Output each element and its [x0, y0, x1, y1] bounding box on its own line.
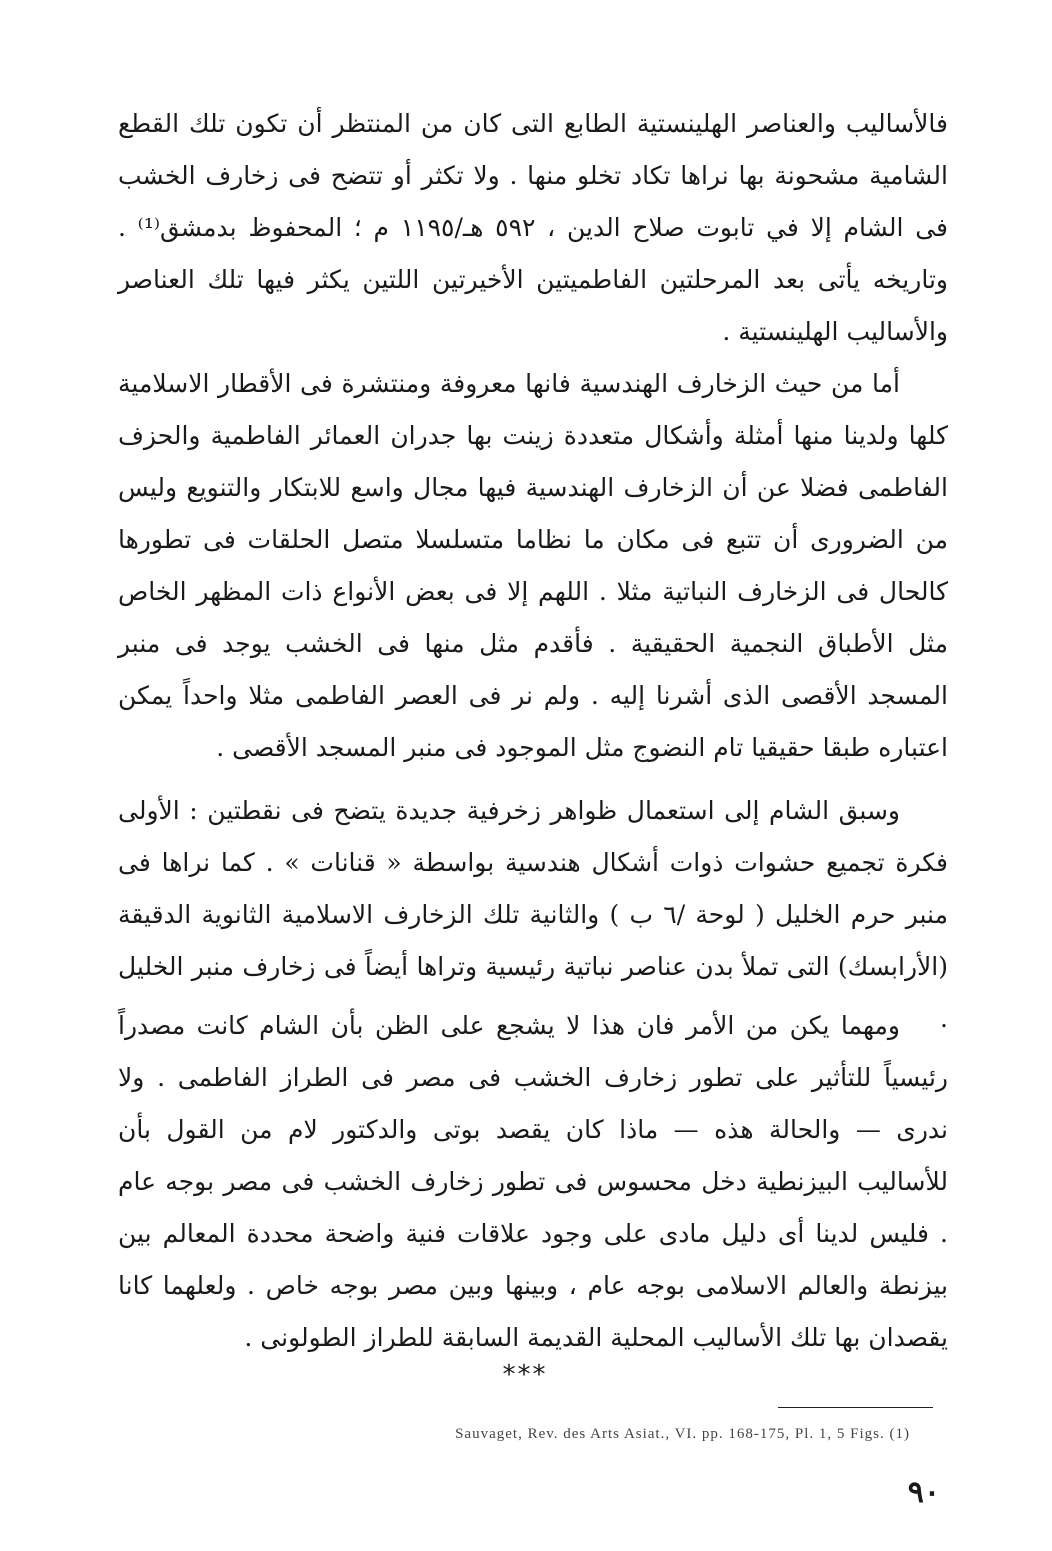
paragraph-4-text: ومهما يكن من الأمر فان هذا لا يشجع على الظن بأن الشام كانت مصدراً رئيسياً للتأثير على تطور زخارف الخشب فى مصر فى الطراز الفاطمى . ولا ندرى — والحالة هذه — ماذا كان يقصد بوتى والدكتور لام من القول بأن للأساليب البيزنطية دخل محسوس فى تطور زخارف الخشب فى مصر بوجه عام . فليس لدينا أى دليل مادى على وجود علاقات فنية واضحة محددة المعالم بين بيزنطة والعالم الاسلامى بوجه عام ، وبينها وبين مصر بوجه خاص . ولعلهما كانا يقصدان بها تلك الأساليب المحلية القديمة السابقة للطراز الطولونى .: [118, 1011, 948, 1352]
paragraph-3-text: وسبق الشام إلى استعمال ظواهر زخرفية جديدة يتضح فى نقطتين : الأولى فكرة تجميع حشوات ذوات أشكال هندسية بواسطة « قنانات » . كما نراها فى منبر حرم الخليل ( لوحة /٦ ب ) والثانية تلك الزخارف الاسلامية الثانوية الدقيقة (الأرابسك) التى تملأ بدن عناصر نباتية رئيسية وتراها أيضاً فى زخارف منبر الخليل .: [118, 796, 948, 1033]
paragraph-4: [118, 1000, 948, 1364]
paragraph-1-text: فالأساليب والعناصر الهلينستية الطابع التى كان من المنتظر أن تكون تلك القطع الشامية مشحونة بها نراها تكاد تخلو منها . ولا تكثر أو تتضح فى زخارف الخشب فى الشام إلا في تابوت صلاح الدين ، ٥٩٢ هـ/١١٩٥ م ؛ المحفوظ بدمشق⁽¹⁾ . وتاريخه يأتى بعد المرحلتين الفاطميتين الأخيرتين اللتين يكثر فيها تلك العناصر والأساليب الهلينستية .: [118, 109, 948, 346]
footnote-rule: [778, 1407, 933, 1408]
paragraph-1: [118, 98, 948, 358]
paragraph-2-text: أما من حيث الزخارف الهندسية فانها معروفة ومنتشرة فى الأقطار الاسلامية كلها ولدينا منها أمثلة وأشكال متعددة زينت بها جدران العمائر الفاطمية والحزف الفاطمى فضلا عن أن الزخارف الهندسية فيها مجال واسع للابتكار والتنويع وليس من الضرورى أن تتبع فى مكان ما نظاما متسلسلا متصل الحلقات فى تطورها كالحال فى الزخارف النباتية مثلا . اللهم إلا فى بعض الأنواع ذات المظهر الخاص مثل الأطباق النجمية الحقيقية . فأقدم مثل منها فى الخشب يوجد فى منبر المسجد الأقصى الذى أشرنا إليه . ولم نر فى العصر الفاطمى مثلا واحداً يمكن اعتباره طبقا حقيقيا تام النضوج مثل الموجود فى منبر المسجد الأقصى .: [118, 369, 948, 762]
paragraph-2: [118, 358, 948, 774]
section-separator: ***: [502, 1360, 548, 1390]
footnote: Sauvaget, Rev. des Arts Asiat., VI. pp. 168-175, Pl. 1, 5 Figs. (1): [455, 1426, 910, 1442]
page-number: ٩٠: [907, 1475, 940, 1510]
